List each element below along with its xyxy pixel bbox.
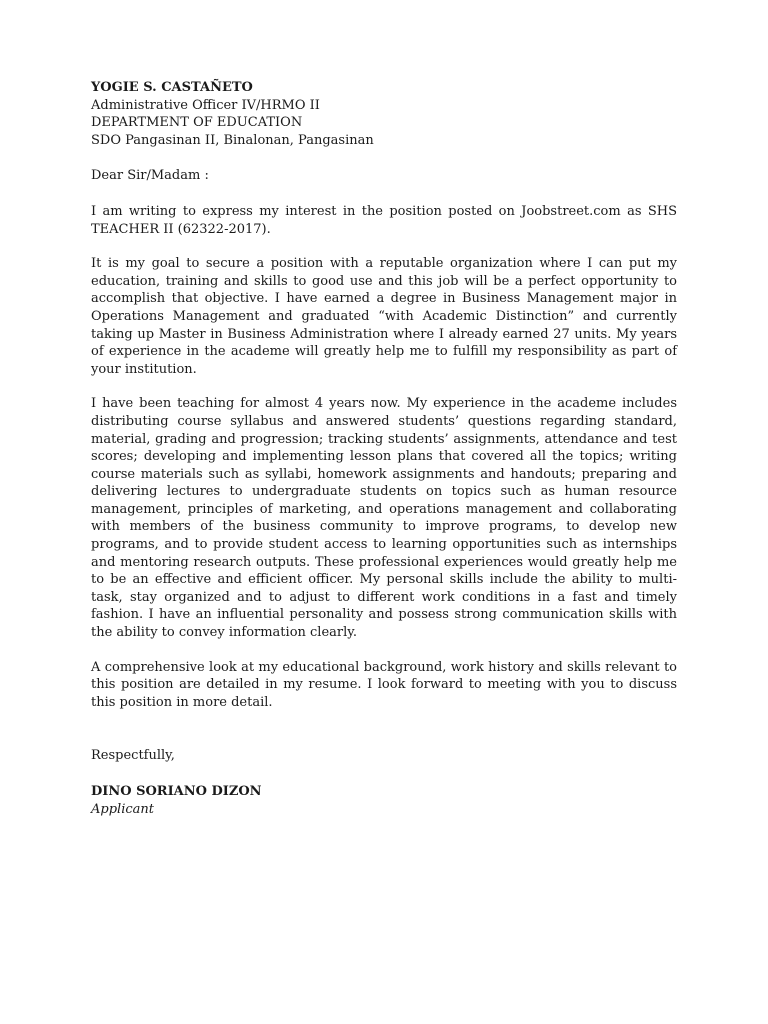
signer-name: DINO SORIANO DIZON <box>91 784 262 799</box>
recipient-block <box>91 79 677 149</box>
recipient-address: SDO Pangasinan II, Binalonan, Pangasinan <box>91 132 374 148</box>
recipient-department: DEPARTMENT OF EDUCATION <box>91 115 303 131</box>
paragraph-experience: I have been teaching for almost 4 years now. My experience in the academe includes distributing course syllabus and answered students’ questions regarding standard, material, grading and progression; tracking students’ assignments, attendance and test scores; developing and implementing lesson plans that covered all the topics; writing course materials such as syllabi, homework assignments and handouts; preparing and delivering lectures to undergraduate students on topics such as human resource management, principles of marketing, and operations management and collaborating with members of the business community to improve programs, to develop new programs, and to provide student access to learning opportunities such as internships and mentoring research outputs. These professional experiences would greatly help me to be an effective and efficient officer. My personal skills include the ability to multi-task, stay organized and to adjust to different work conditions in a fast and timely fashion. I have an influential personality and possess strong communication skills with the ability to convey information clearly. <box>91 396 677 641</box>
salutation: Dear Sir/Madam : <box>91 168 209 184</box>
recipient-name: YOGIE S. CASTAÑETO <box>91 80 253 95</box>
signer-title: Applicant <box>91 801 154 817</box>
signature-block <box>91 783 677 818</box>
letter-page <box>91 79 677 818</box>
paragraph-closing-remarks: A comprehensive look at my educational background, work history and skills relevant to this position are detailed in my resume. I look forward to meeting with you to discuss this position in more detail. <box>91 659 677 710</box>
paragraph-intro: I am writing to express my interest in the position posted on Joobstreet.com as SHS TEACHER II (62322-2017). <box>91 203 677 237</box>
paragraph-goal: It is my goal to secure a position with a reputable organization where I can put my education, training and skills to good use and this job will be a perfect opportunity to accomplish that objective. I have earned a degree in Business Management major in Operations Management and graduated “with Academic Distinction” and currently taking up Master in Business Administration where I already earned 27 units. My years of experience in the academe will greatly help me to fulfill my responsibility as part of your institution. <box>91 256 677 377</box>
closing: Respectfully, <box>91 748 175 764</box>
recipient-title: Administrative Officer IV/HRMO II <box>91 97 320 113</box>
